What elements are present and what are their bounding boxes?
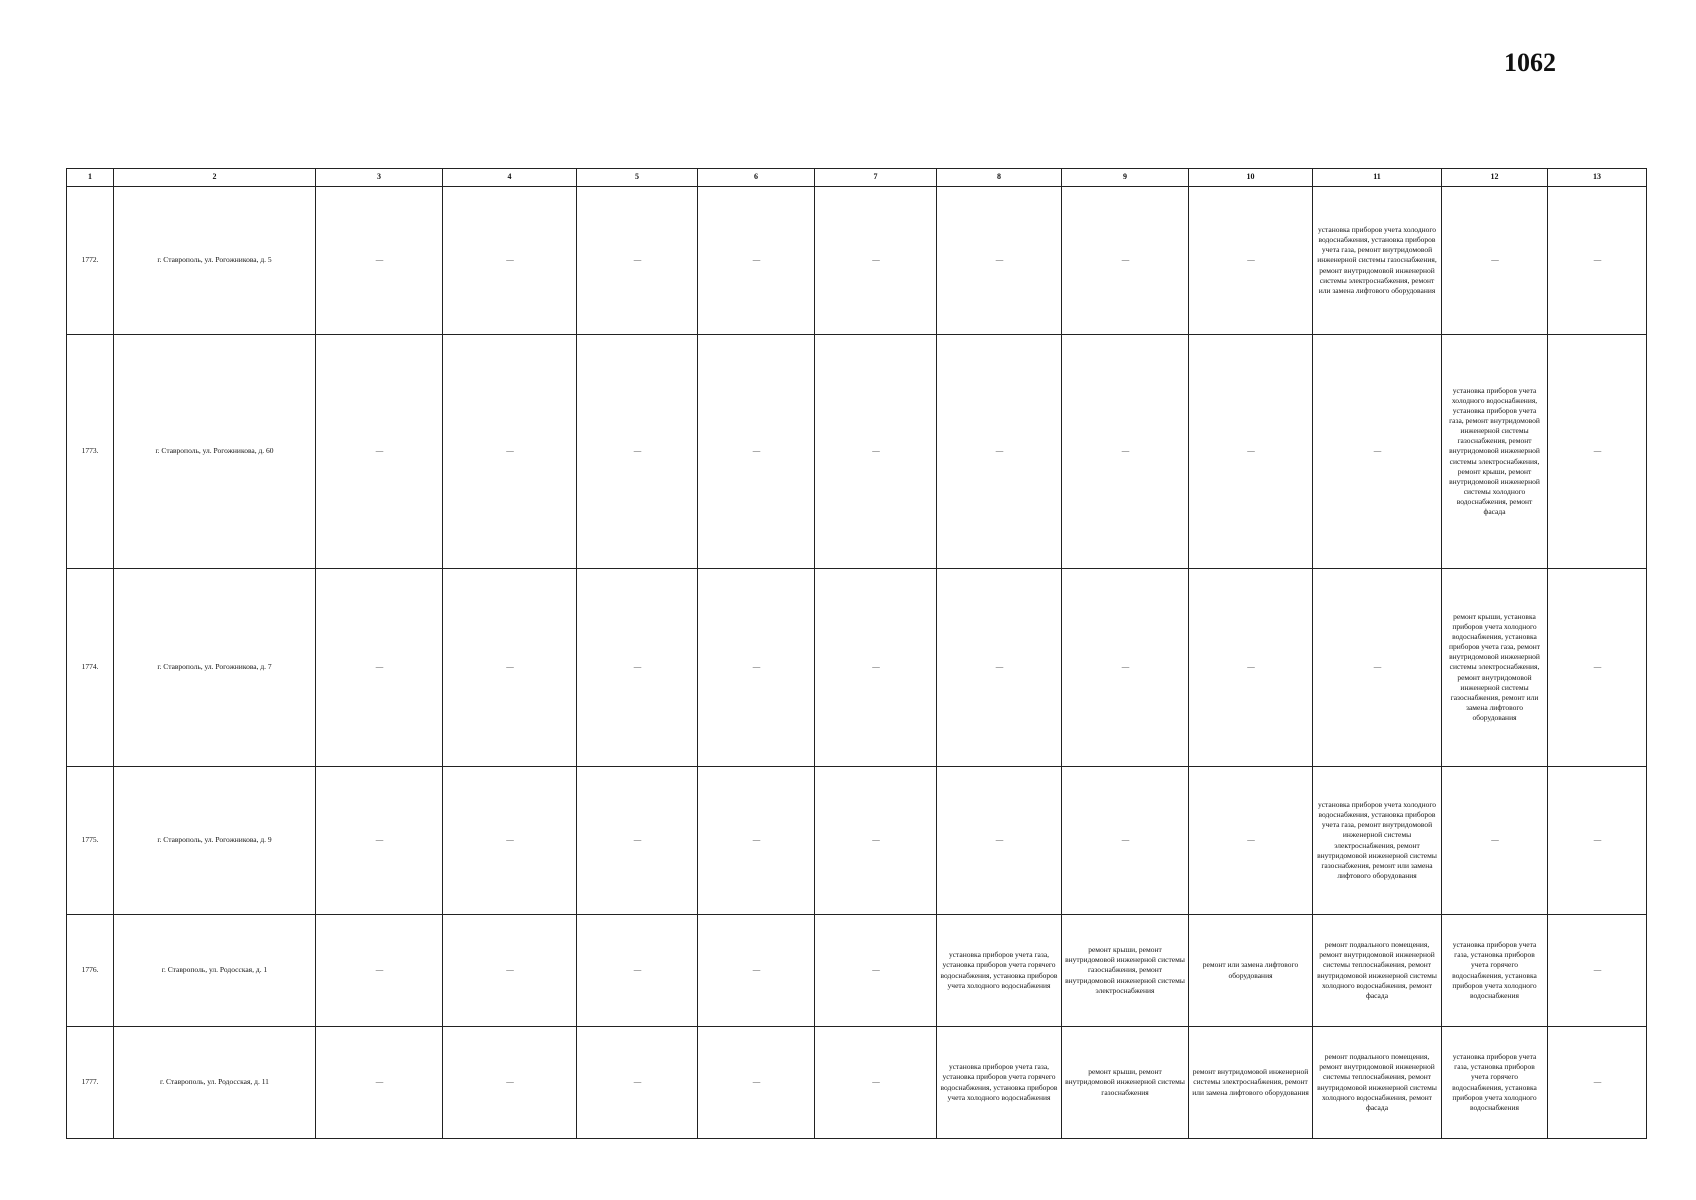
work-description-cell: установка приборов учета газа, установка приборов учета горячего водоснабжения, установка приборов учета холодного водоснабжения	[937, 1027, 1062, 1139]
dash-cell: —	[1062, 569, 1189, 767]
row-number: 1776.	[67, 915, 114, 1027]
table-row	[67, 767, 1647, 915]
column-header: 1	[67, 169, 114, 187]
column-header: 4	[443, 169, 577, 187]
dash-cell: —	[1442, 767, 1548, 915]
work-description-cell: установка приборов учета холодного водоснабжения, установка приборов учета газа, ремонт внутридомовой инженерной системы электроснабжения, ремонт внутридомовой инженерной системы газоснабжения, ремонт или замена лифтового оборудования	[1313, 767, 1442, 915]
housing-repair-table	[66, 168, 1647, 1139]
dash-cell: —	[1548, 187, 1647, 335]
dash-cell: —	[443, 767, 577, 915]
dash-cell: —	[1062, 335, 1189, 569]
work-description-cell: установка приборов учета холодного водоснабжения, установка приборов учета газа, ремонт внутридомовой инженерной системы газоснабжения, ремонт внутридомовой инженерной системы электроснабжения, ремонт или замена лифтового оборудования	[1313, 187, 1442, 335]
dash-cell: —	[1548, 915, 1647, 1027]
table-row	[67, 187, 1647, 335]
column-header: 8	[937, 169, 1062, 187]
dash-cell: —	[316, 335, 443, 569]
column-header: 5	[577, 169, 698, 187]
column-header: 10	[1189, 169, 1313, 187]
table-row	[67, 1027, 1647, 1139]
dash-cell: —	[443, 915, 577, 1027]
dash-cell: —	[443, 187, 577, 335]
address-cell: г. Ставрополь, ул. Рогожникова, д. 5	[114, 187, 316, 335]
row-number: 1774.	[67, 569, 114, 767]
dash-cell: —	[316, 1027, 443, 1139]
row-number: 1772.	[67, 187, 114, 335]
table-row	[67, 915, 1647, 1027]
dash-cell: —	[577, 1027, 698, 1139]
column-header: 12	[1442, 169, 1548, 187]
work-description-cell: установка приборов учета газа, установка приборов учета горячего водоснабжения, установка приборов учета холодного водоснабжения	[1442, 1027, 1548, 1139]
column-header: 11	[1313, 169, 1442, 187]
dash-cell: —	[1189, 187, 1313, 335]
dash-cell: —	[1313, 569, 1442, 767]
page-number: 1062	[1504, 48, 1556, 77]
dash-cell: —	[1062, 767, 1189, 915]
row-number: 1777.	[67, 1027, 114, 1139]
dash-cell: —	[316, 767, 443, 915]
work-description-cell: установка приборов учета газа, установка приборов учета горячего водоснабжения, установка приборов учета холодного водоснабжения	[1442, 915, 1548, 1027]
work-description-cell: ремонт или замена лифтового оборудования	[1189, 915, 1313, 1027]
work-description-cell: ремонт внутридомовой инженерной системы электроснабжения, ремонт или замена лифтового оборудования	[1189, 1027, 1313, 1139]
dash-cell: —	[698, 569, 815, 767]
dash-cell: —	[577, 915, 698, 1027]
work-description-cell: ремонт крыши, ремонт внутридомовой инженерной системы газоснабжения, ремонт внутридомовой инженерной системы электроснабжения	[1062, 915, 1189, 1027]
dash-cell: —	[698, 187, 815, 335]
dash-cell: —	[1548, 767, 1647, 915]
dash-cell: —	[815, 187, 937, 335]
work-description-cell: ремонт крыши, ремонт внутридомовой инженерной системы газоснабжения	[1062, 1027, 1189, 1139]
table-row	[67, 569, 1647, 767]
column-header: 7	[815, 169, 937, 187]
dash-cell: —	[1189, 569, 1313, 767]
work-description-cell: установка приборов учета холодного водоснабжения, установка приборов учета газа, ремонт внутридомовой инженерной системы газоснабжения, ремонт внутридомовой инженерной системы электроснабжения, ремонт крыши, ремонт внутридомовой инженерной системы холодного водоснабжения, ремонт фасада	[1442, 335, 1548, 569]
table-row	[67, 335, 1647, 569]
dash-cell: —	[316, 569, 443, 767]
dash-cell: —	[698, 915, 815, 1027]
dash-cell: —	[1548, 335, 1647, 569]
work-description-cell: ремонт подвального помещения, ремонт внутридомовой инженерной системы теплоснабжения, ремонт внутридомовой инженерной системы холодного водоснабжения, ремонт фасада	[1313, 1027, 1442, 1139]
dash-cell: —	[1548, 1027, 1647, 1139]
dash-cell: —	[815, 1027, 937, 1139]
dash-cell: —	[443, 335, 577, 569]
dash-cell: —	[937, 187, 1062, 335]
address-cell: г. Ставрополь, ул. Родосская, д. 11	[114, 1027, 316, 1139]
dash-cell: —	[316, 915, 443, 1027]
address-cell: г. Ставрополь, ул. Рогожникова, д. 60	[114, 335, 316, 569]
dash-cell: —	[698, 1027, 815, 1139]
address-cell: г. Ставрополь, ул. Рогожникова, д. 7	[114, 569, 316, 767]
dash-cell: —	[1189, 335, 1313, 569]
dash-cell: —	[815, 335, 937, 569]
column-header: 13	[1548, 169, 1647, 187]
dash-cell: —	[1313, 335, 1442, 569]
dash-cell: —	[1442, 187, 1548, 335]
work-description-cell: ремонт подвального помещения, ремонт внутридомовой инженерной системы теплоснабжения, ремонт внутридомовой инженерной системы холодного водоснабжения, ремонт фасада	[1313, 915, 1442, 1027]
row-number: 1775.	[67, 767, 114, 915]
work-description-cell: установка приборов учета газа, установка приборов учета горячего водоснабжения, установка приборов учета холодного водоснабжения	[937, 915, 1062, 1027]
dash-cell: —	[577, 335, 698, 569]
dash-cell: —	[1548, 569, 1647, 767]
dash-cell: —	[577, 187, 698, 335]
column-header: 9	[1062, 169, 1189, 187]
column-number-header	[67, 169, 1647, 187]
column-header: 6	[698, 169, 815, 187]
dash-cell: —	[577, 569, 698, 767]
work-description-cell: ремонт крыши, установка приборов учета холодного водоснабжения, установка приборов учета газа, ремонт внутридомовой инженерной системы электроснабжения, ремонт внутридомовой инженерной системы газоснабжения, ремонт или замена лифтового оборудования	[1442, 569, 1548, 767]
dash-cell: —	[1062, 187, 1189, 335]
dash-cell: —	[698, 767, 815, 915]
address-cell: г. Ставрополь, ул. Родосская, д. 1	[114, 915, 316, 1027]
dash-cell: —	[937, 569, 1062, 767]
address-cell: г. Ставрополь, ул. Рогожникова, д. 9	[114, 767, 316, 915]
dash-cell: —	[698, 335, 815, 569]
dash-cell: —	[815, 569, 937, 767]
dash-cell: —	[937, 767, 1062, 915]
dash-cell: —	[316, 187, 443, 335]
column-header: 2	[114, 169, 316, 187]
dash-cell: —	[577, 767, 698, 915]
dash-cell: —	[815, 915, 937, 1027]
dash-cell: —	[1189, 767, 1313, 915]
row-number: 1773.	[67, 335, 114, 569]
dash-cell: —	[937, 335, 1062, 569]
column-header: 3	[316, 169, 443, 187]
dash-cell: —	[443, 1027, 577, 1139]
dash-cell: —	[443, 569, 577, 767]
dash-cell: —	[815, 767, 937, 915]
